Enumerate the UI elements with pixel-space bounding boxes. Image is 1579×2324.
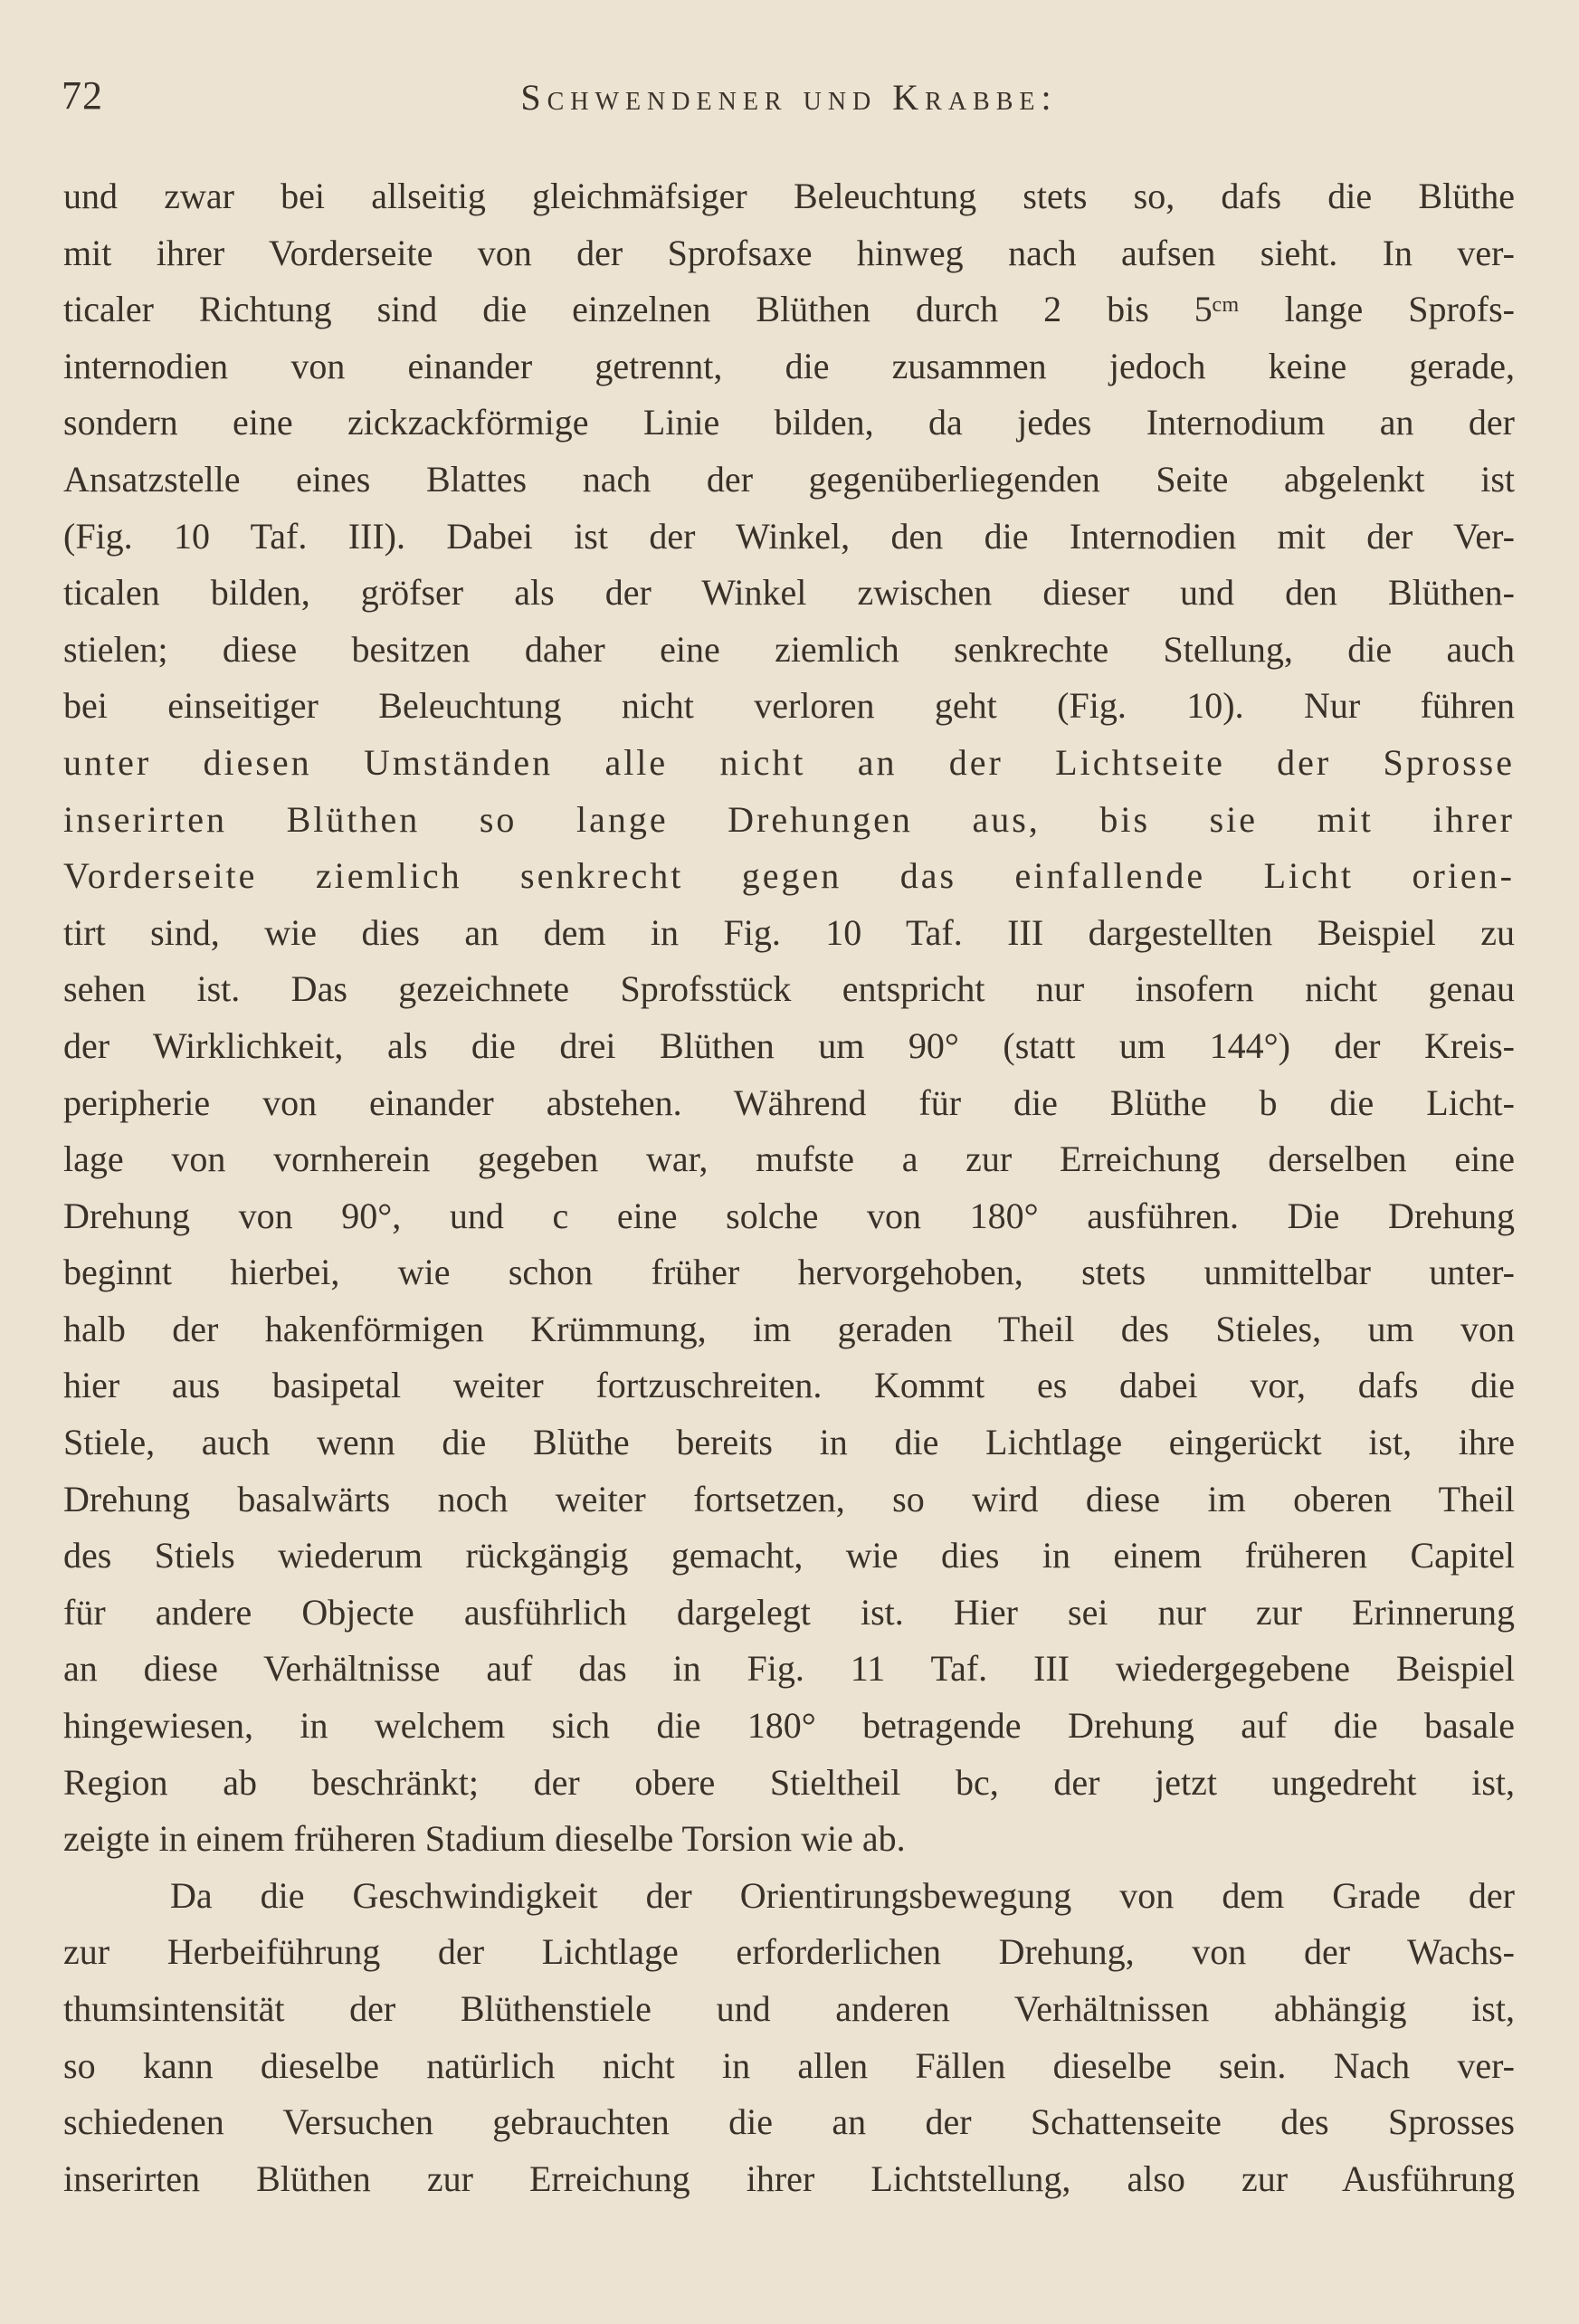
- running-head: Schwendener und Krabbe:: [520, 77, 1058, 118]
- text-line-5: sondern eine zickzackförmige Linie bilden, da jedes Internodium an der: [63, 402, 1515, 443]
- page-header: [62, 72, 1517, 127]
- text-line-29: Region ab beschränkt; der obere Stieltheil bc, der jetzt ungedreht ist,: [63, 1761, 1515, 1803]
- text-line-8: ticalen bilden, gröfser als der Winkel zwischen dieser und den Blüthen-: [63, 572, 1515, 614]
- text-line-14: tirt sind, wie dies an dem in Fig. 10 Taf. III dargestellten Beispiel zu: [63, 911, 1515, 953]
- text-line-20: beginnt hierbei, wie schon früher hervorgehoben, stets unmittelbar unter-: [63, 1252, 1515, 1293]
- text-line-28: hingewiesen, in welchem sich die 180° betragende Drehung auf die basale: [63, 1705, 1515, 1747]
- text-line-6: Ansatzstelle eines Blattes nach der gegenüberliegenden Seite abgelenkt ist: [63, 458, 1515, 500]
- text-line-1: und zwar bei allseitig gleichmäfsiger Beleuchtung stets so, dafs die Blüthe: [63, 176, 1515, 216]
- text-line-7: (Fig. 10 Taf. III). Dabei ist der Winkel, den die Internodien mit der Ver-: [63, 515, 1515, 557]
- text-line-35: schiedenen Versuchen gebrauchten die an der Schattenseite des Sprosses: [63, 2101, 1515, 2143]
- text-line-19: Drehung von 90°, und c eine solche von 180° ausführen. Die Drehung: [63, 1195, 1515, 1236]
- text-line-18: lage von vornherein gegeben war, mufste a zur Erreichung derselben eine: [63, 1138, 1515, 1180]
- text-line-21: halb der hakenförmigen Krümmung, im geraden Theil des Stieles, um von: [63, 1308, 1515, 1349]
- body-text: [63, 168, 1515, 2207]
- text-line-10: bei einseitiger Beleuchtung nicht verloren geht (Fig. 10). Nur führen: [63, 685, 1515, 727]
- text-line-30: zeigte in einem früheren Stadium dieselbe Torsion wie ab.: [63, 1818, 906, 1860]
- text-line-32: zur Herbeiführung der Lichtlage erforderlichen Drehung, von der Wachs-: [63, 1931, 1515, 1973]
- text-line-33: thumsintensität der Blüthenstiele und anderen Verhältnissen abhängig ist,: [63, 1988, 1515, 2029]
- text-line-11: unter diesen Umständen alle nicht an der Lichtseite der Sprosse: [63, 741, 1515, 783]
- text-line-31: Da die Geschwindigkeit der Orientirungsbewegung von dem Grade der: [170, 1874, 1515, 1916]
- text-line-26: für andere Objecte ausführlich dargelegt ist. Hier sei nur zur Erinnerung: [63, 1591, 1515, 1633]
- text-line-3: ticaler Richtung sind die einzelnen Blüthen durch 2 bis 5ᶜᵐ lange Sprofs-: [63, 289, 1515, 330]
- text-line-12: inserirten Blüthen so lange Drehungen aus, bis sie mit ihrer: [63, 798, 1515, 840]
- text-line-27: an diese Verhältnisse auf das in Fig. 11 Taf. III wiedergegebene Beispiel: [63, 1648, 1515, 1690]
- text-line-17: peripherie von einander abstehen. Während für die Blüthe b die Licht-: [63, 1081, 1515, 1123]
- text-line-22: hier aus basipetal weiter fortzuschreiten. Kommt es dabei vor, dafs die: [63, 1365, 1515, 1406]
- text-line-2: mit ihrer Vorderseite von der Sprofsaxe hinweg nach aufsen sieht. In ver-: [63, 232, 1515, 273]
- text-line-34: so kann dieselbe natürlich nicht in allen Fällen dieselbe sein. Nach ver-: [63, 2044, 1515, 2086]
- text-line-9: stielen; diese besitzen daher eine ziemlich senkrechte Stellung, die auch: [63, 628, 1515, 670]
- text-line-4: internodien von einander getrennt, die zusammen jedoch keine gerade,: [63, 345, 1515, 386]
- text-line-16: der Wirklichkeit, als die drei Blüthen um 90° (statt um 144°) der Kreis-: [63, 1024, 1515, 1066]
- text-line-15: sehen ist. Das gezeichnete Sprofsstück entspricht nur insofern nicht genau: [63, 968, 1515, 1010]
- text-line-24: Drehung basalwärts noch weiter fortsetzen, so wird diese im oberen Theil: [63, 1478, 1515, 1519]
- text-line-23: Stiele, auch wenn die Blüthe bereits in die Lichtlage eingerückt ist, ihre: [63, 1422, 1515, 1463]
- text-line-25: des Stiels wiederum rückgängig gemacht, wie dies in einem früheren Capitel: [63, 1535, 1515, 1576]
- text-line-36: inserirten Blüthen zur Erreichung ihrer Lichtstellung, also zur Ausführung: [63, 2157, 1515, 2199]
- page-number: 72: [62, 73, 103, 118]
- text-line-13: Vorderseite ziemlich senkrecht gegen das einfallende Licht orien-: [63, 855, 1515, 897]
